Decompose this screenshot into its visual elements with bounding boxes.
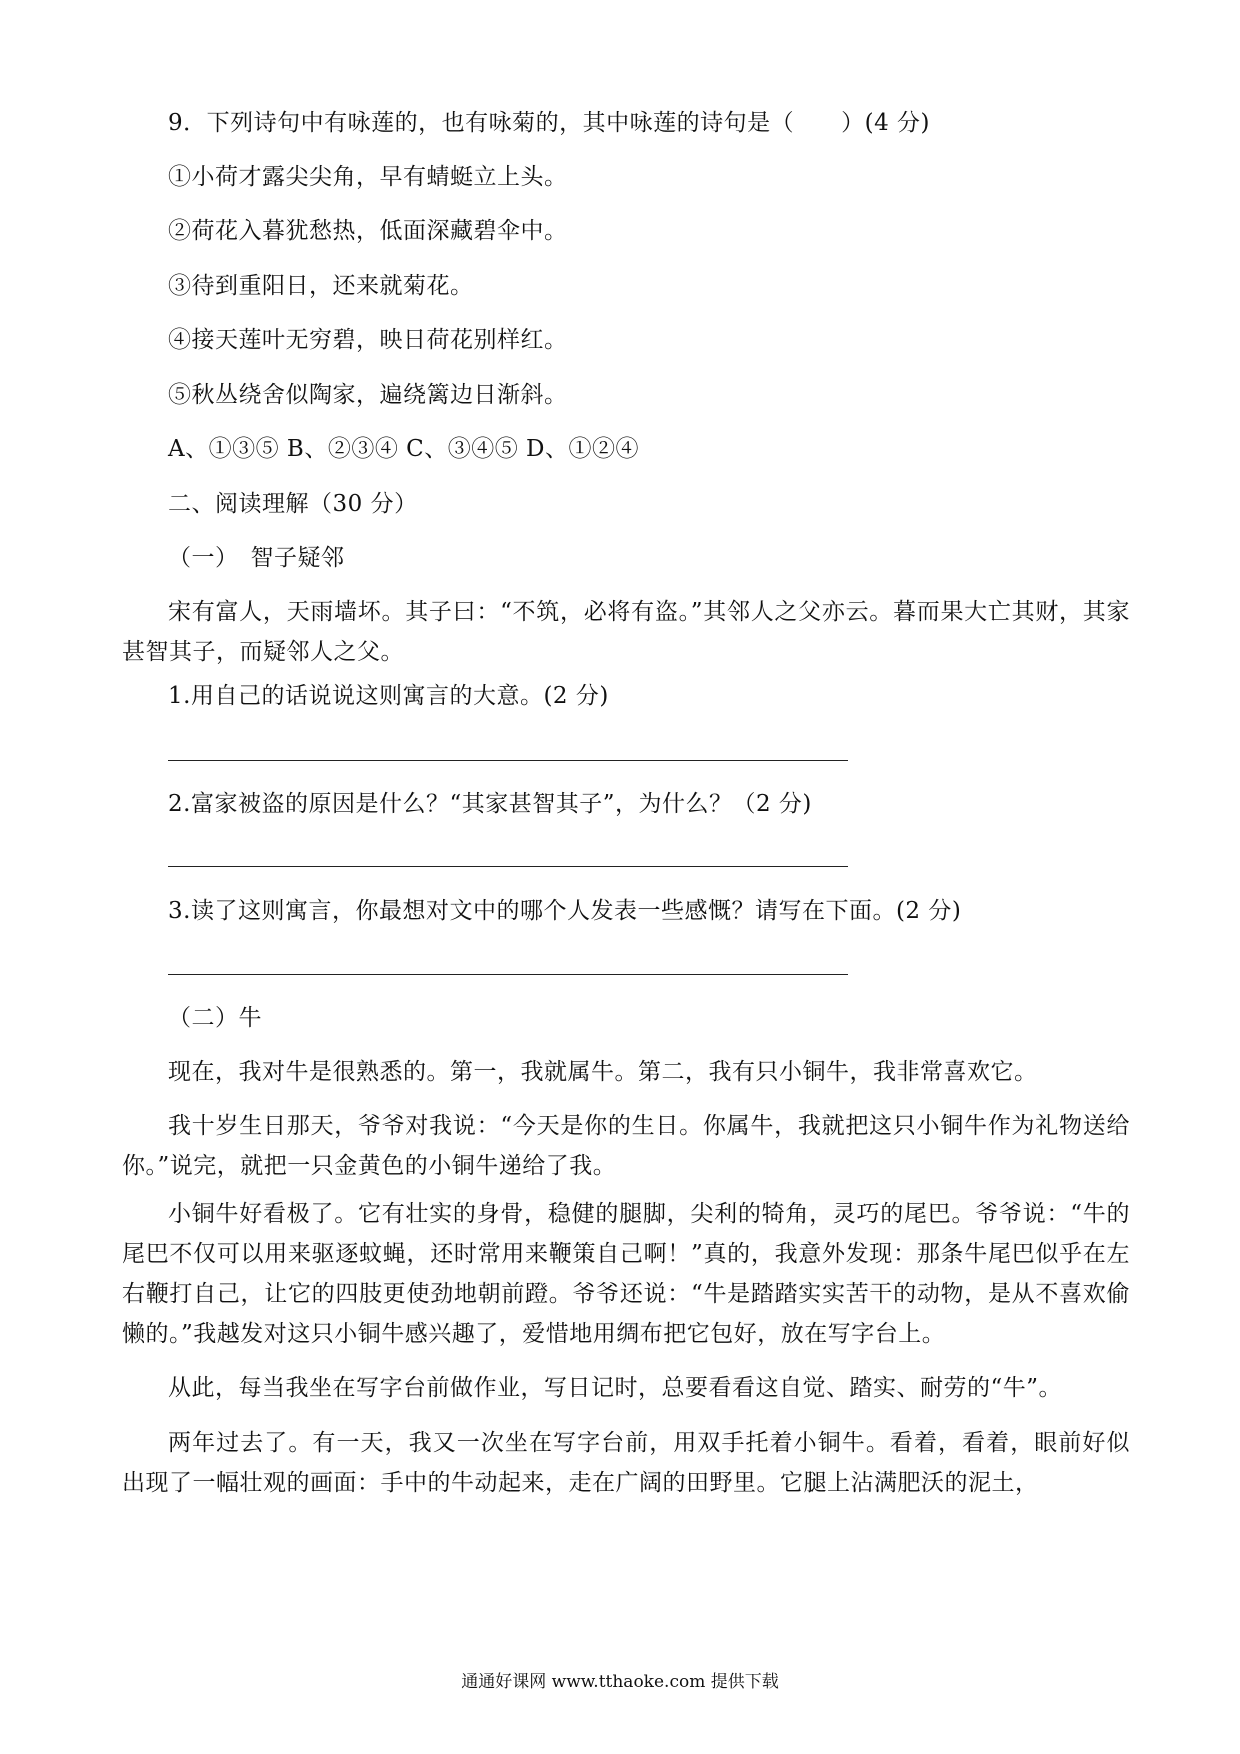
part-2-paragraph-5: 两年过去了。有一天，我又一次坐在写字台前，用双手托着小铜牛。看着，看着，眼前好似出现了一幅壮观的画面：手中的牛动起来，走在广阔的田野里。它腿上沾满肥沃的泥土， (122, 1430, 1130, 1496)
page-footer: 通通好课网 www.tthaoke.com 提供下载 (461, 1672, 779, 1692)
question-9-stem: 9．下列诗句中有咏莲的，也有咏菊的，其中咏莲的诗句是（ ）(4 分) (168, 110, 931, 136)
question-9-options: A、①③⑤ B、②③④ C、③④⑤ D、①②④ (168, 436, 639, 462)
poem-line-3: ③待到重阳日，还来就菊花。 (168, 273, 474, 299)
part-2-title: （二）牛 (168, 1005, 262, 1031)
part-1-title: （一） 智子疑邻 (168, 545, 345, 571)
part-2-paragraph-1: 现在，我对牛是很熟悉的。第一，我就属牛。第二，我有只小铜牛，我非常喜欢它。 (168, 1059, 1038, 1085)
part-1-question-2: 2.富家被盗的原因是什么？“其家甚智其子”，为什么？（2 分) (168, 791, 812, 817)
part-1-question-3: 3.读了这则寓言，你最想对文中的哪个人发表一些感慨？请写在下面。(2 分) (168, 898, 962, 924)
part-2-paragraph-4: 从此，每当我坐在写字台前做作业，写日记时，总要看看这自觉、踏实、耐劳的“牛”。 (168, 1375, 1063, 1401)
answer-line-3 (168, 974, 848, 975)
answer-line-1 (168, 760, 848, 761)
part-2-paragraph-2: 我十岁生日那天，爷爷对我说：“今天是你的生日。你属牛，我就把这只小铜牛作为礼物送给你。”说完，就把一只金黄色的小铜牛递给了我。 (122, 1113, 1130, 1179)
part-1-passage: 宋有富人，天雨墙坏。其子曰：“不筑，必将有盗。”其邻人之父亦云。暮而果大亡其财，其家甚智其子，而疑邻人之父。 (122, 599, 1130, 665)
answer-line-2 (168, 866, 848, 867)
part-2-paragraph-3: 小铜牛好看极了。它有壮实的身骨，稳健的腿脚，尖利的犄角，灵巧的尾巴。爷爷说：“牛的尾巴不仅可以用来驱逐蚊蝇，还时常用来鞭策自己啊！”真的，我意外发现：那条牛尾巴似乎在左右鞭打自己，让它的四肢更使劲地朝前蹬。爷爷还说：“牛是踏踏实实苦干的动物，是从不喜欢偷懒的。”我越发对这只小铜牛感兴趣了，爱惜地用绸布把它包好，放在写字台上。 (122, 1201, 1130, 1347)
part-1-question-1: 1.用自己的话说说这则寓言的大意。(2 分) (168, 683, 609, 709)
poem-line-5: ⑤秋丛绕舍似陶家，遍绕篱边日渐斜。 (168, 382, 568, 408)
poem-line-4: ④接天莲叶无穷碧，映日荷花别样红。 (168, 327, 568, 353)
poem-line-2: ②荷花入暮犹愁热，低面深藏碧伞中。 (168, 218, 568, 244)
poem-line-1: ①小荷才露尖尖角，早有蜻蜓立上头。 (168, 164, 568, 190)
section-2-title: 二、阅读理解（30 分） (168, 491, 418, 517)
